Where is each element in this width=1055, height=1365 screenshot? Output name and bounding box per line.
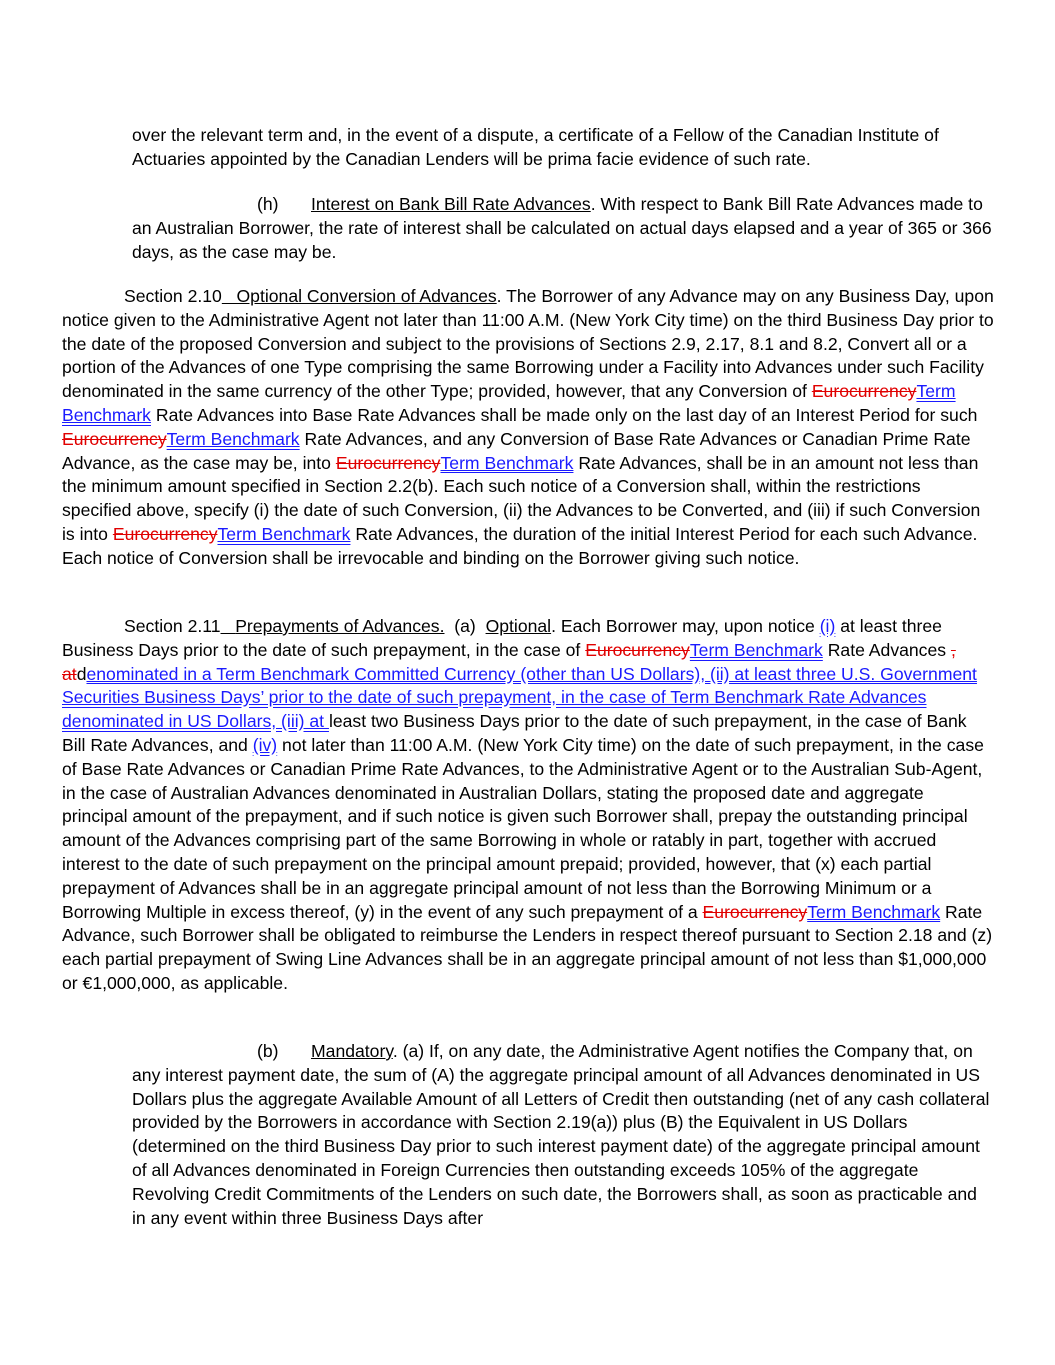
inserted-text: Term Benchmark (166, 428, 300, 449)
deleted-text: Eurocurrency (335, 452, 441, 473)
deleted-text: Eurocurrency (702, 901, 808, 922)
section-number: Section 2.10 (124, 286, 222, 306)
deleted-text: , at (62, 639, 956, 684)
clause-label: (h) (257, 194, 279, 214)
inserted-text: Term Benchmark (217, 523, 351, 544)
inserted-text: Term Benchmark (62, 381, 956, 425)
inserted-text: enominated in a Term Benchmark Committed Currency (other than US Dollars), (ii) at least three U.S. Government Securities Business Days’ prior to the date of such prepayment, in the case of Term Benchmark Rate Advances denominated in US Dollars, (iii) at (62, 663, 977, 732)
paragraph-h: (h) Interest on Bank Bill Rate Advances. With respect to Bank Bill Rate Advances made to an Australian Borrower, the rate of interest shall be calculated on actual days elapsed and a year of 365 or 366 days, as the case may be. (132, 194, 992, 262)
inserted-text: Term Benchmark (807, 901, 941, 922)
inserted-text: (i) (819, 616, 836, 636)
inserted-text: Term Benchmark (440, 452, 574, 473)
paragraph-continuation: over the relevant term and, in the event of a dispute, a certificate of a Fellow of the Canadian Institute of Actuaries appointed by the Canadian Lenders will be prima facie evidence of such rate. (132, 125, 939, 169)
clause-heading: Interest on Bank Bill Rate Advances (311, 194, 591, 214)
deleted-text: Eurocurrency (811, 381, 917, 402)
inserted-text: (iv) (252, 734, 278, 755)
inserted-text: Term Benchmark (689, 639, 823, 660)
clause-label: (b) (257, 1041, 279, 1061)
section-2-11: Section 2.11 Prepayments of Advances. (a) Optional. Each Borrower may, upon notice (i) at least three Business Days prior to the date of such prepayment, in the case of EurocurrencyTerm Benchmark Rate Advances , atdenominated in a Term Benchmark Committed Currency (other than US Dollars), (ii) at least three U.S. Government Securities Business Days’ prior to the date of such prepayment, in the case of Term Benchmark Rate Advances denominated in US Dollars, (iii) at least two Business Days prior to the date of such prepayment, in the case of Bank Bill Rate Advances, and (iv) not later than 11:00 A.M. (New York City time) on the date of such prepayment, in the case of Base Rate Advances or Canadian Prime Rate Advances, to the Administrative Agent or to the Australian Sub-Agent, in the case of Australian Advances denominated in Australian Dollars, stating the proposed date and aggregate principal amount of the prepayment, and if such notice is given such Borrower shall, prepay the outstanding principal amount of the Advances comprising part of the same Borrowing in whole or ratably in part, together with accrued interest to the date of such prepayment on the principal amount prepaid; provided, however, that (x) each partial prepayment of Advances shall be in an aggregate principal amount of not less than the Borrowing Minimum or a Borrowing Multiple in excess thereof, (y) in the event of any such prepayment of a EurocurrencyTerm Benchmark Rate Advance, such Borrower shall be obligated to reimburse the Lenders in respect thereof pursuant to Section 2.18 and (z) each partial prepayment of Swing Line Advances shall be in an aggregate principal amount of not less than $1,000,000 or €1,000,000, as applicable. (62, 616, 993, 993)
section-2-10: Section 2.10 Optional Conversion of Advances. The Borrower of any Advance may on any Business Day, upon notice given to the Administrative Agent not later than 11:00 A.M. (New York City time) on the third Business Day prior to the date of the proposed Conversion and subject to the provisions of Sections 2.9, 2.17, 8.1 and 8.2, Convert all or a portion of the Advances of one Type comprising the same Borrowing under a Facility into Advances under such Facility denominated in the same currency of the other Type; provided, however, that any Conversion of EurocurrencyTerm Benchmark Rate Advances into Base Rate Advances shall be made only on the last day of an Interest Period for such EurocurrencyTerm Benchmark Rate Advances, and any Conversion of Base Rate Advances or Canadian Prime Rate Advance, as the case may be, into EurocurrencyTerm Benchmark Rate Advances, shall be in an amount not less than the minimum amount specified in Section 2.2(b). Each such notice of a Conversion shall, within the restrictions specified above, specify (i) the date of such Conversion, (ii) the Advances to be Converted, and (iii) if such Conversion is into EurocurrencyTerm Benchmark Rate Advances, the duration of the initial Interest Period for each such Advance. Each notice of Conversion shall be irrevocable and binding on the Borrower giving such notice. (62, 286, 994, 568)
subclause-heading: Optional (485, 616, 552, 636)
section-number: Section 2.11 (124, 616, 221, 636)
deleted-text: Eurocurrency (112, 523, 218, 544)
clause-heading: Mandatory (311, 1041, 393, 1061)
section-heading: Prepayments of Advances. (235, 616, 445, 636)
paragraph-b: (b) Mandatory. (a) If, on any date, the Administrative Agent notifies the Company that, on any interest payment date, the sum of (A) the aggregate principal amount of all Advances denominated in US Dollars plus the aggregate Available Amount of all Letters of Credit then outstanding (net of any cash collateral provided by the Borrowers in accordance with Section 2.19(a)) plus (B) the Equivalent in US Dollars (determined on the third Business Day prior to such interest payment date) of the aggregate principal amount of all Advances denominated in Foreign Currencies then outstanding exceeds 105% of the aggregate Revolving Credit Commitments of the Lenders on such date, the Borrowers shall, as soon as practicable and in any event within three Business Days after (132, 1041, 990, 1228)
subclause-label: (a) (454, 616, 476, 636)
section-heading: Optional Conversion of Advances (236, 286, 497, 306)
deleted-text: Eurocurrency (585, 639, 690, 660)
deleted-text: Eurocurrency (62, 428, 167, 449)
